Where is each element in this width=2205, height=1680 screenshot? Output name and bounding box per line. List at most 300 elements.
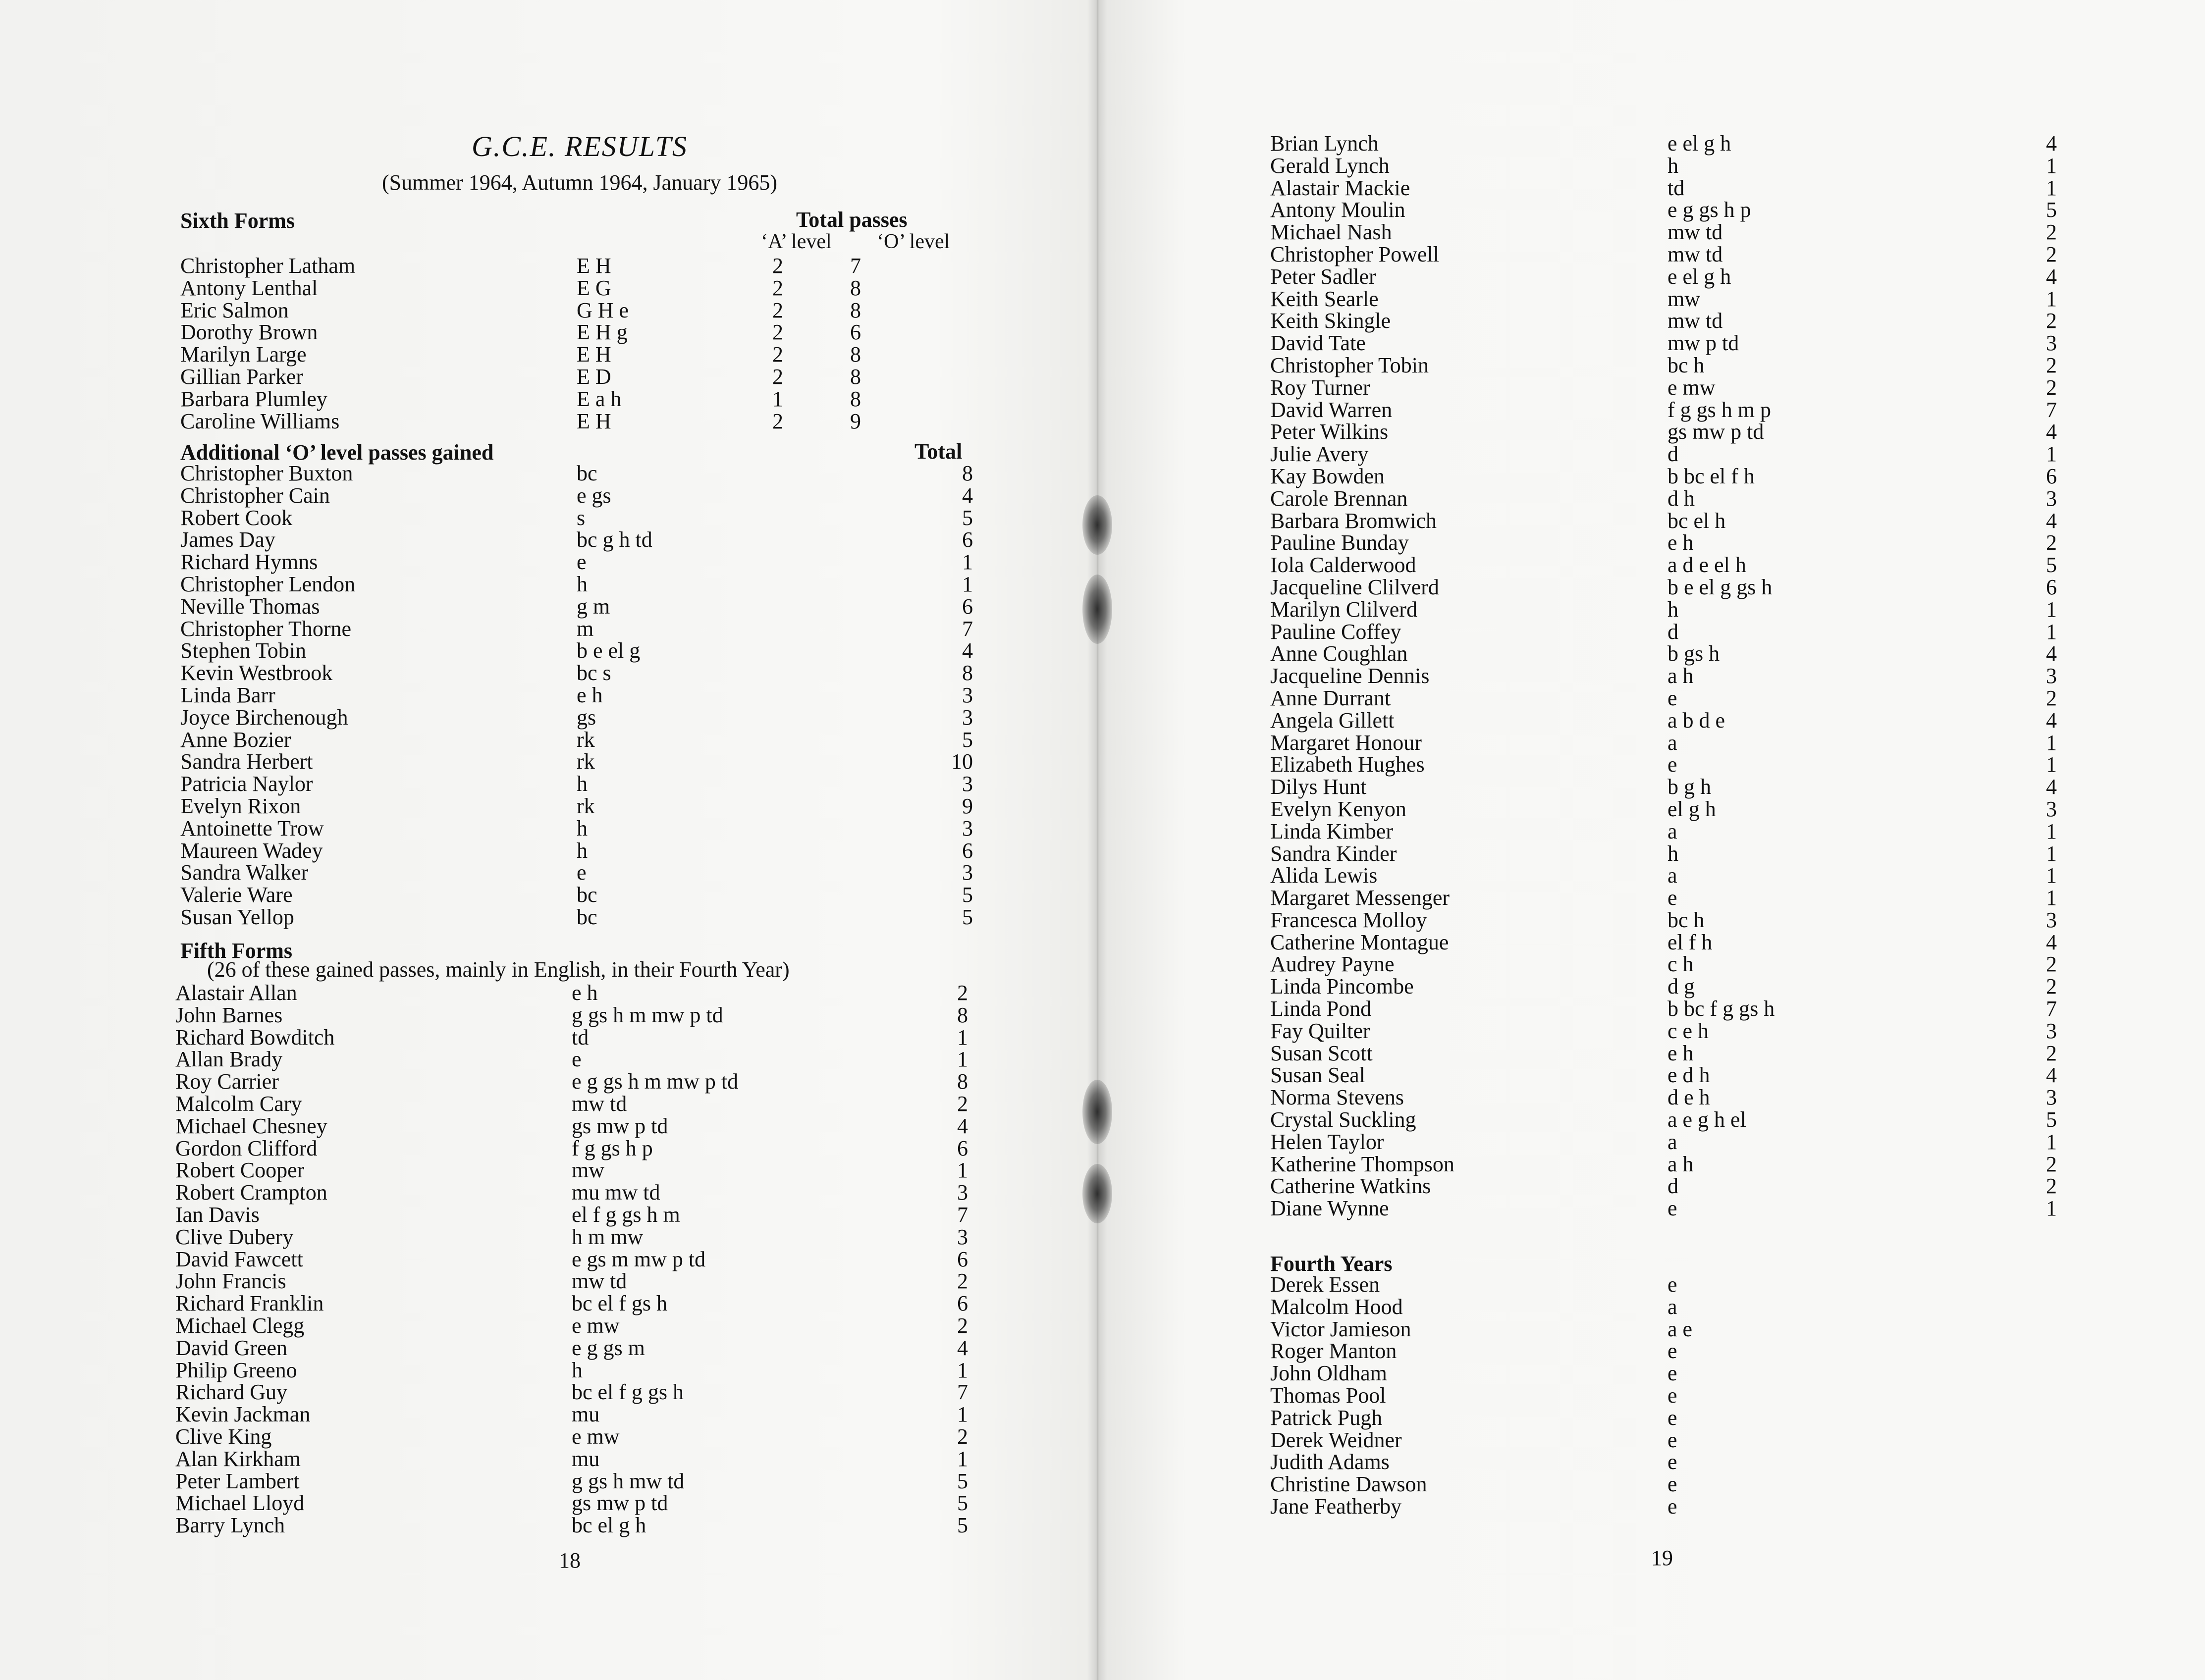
subjects: mw td	[1667, 242, 1723, 266]
total-count: 2	[2046, 220, 2057, 245]
total-count: 6	[962, 527, 973, 552]
student-name: Margaret Messenger	[1270, 886, 1450, 910]
total-count: 10	[951, 749, 973, 774]
total-count: 8	[962, 461, 973, 485]
a-level-count: 2	[772, 364, 783, 389]
o-level-count: 7	[850, 254, 861, 278]
total-count: 3	[2046, 486, 2057, 511]
total-count: 2	[957, 1313, 968, 1338]
subjects: e	[572, 1047, 582, 1072]
student-name: Jacqueline Dennis	[1270, 664, 1430, 688]
student-name: Gillian Parker	[180, 364, 304, 389]
subjects: b g h	[1667, 775, 1711, 799]
subjects: b bc f g gs h	[1667, 997, 1775, 1021]
total-count: 7	[957, 1202, 968, 1227]
total-count: 8	[957, 1002, 968, 1027]
subjects: e h	[1667, 530, 1694, 555]
student-name: Richard Hymns	[180, 550, 318, 575]
total-count: 6	[962, 594, 973, 619]
total-count: 2	[957, 981, 968, 1005]
subjects: m	[577, 616, 594, 641]
student-name: Ian Davis	[175, 1202, 260, 1227]
a-level-count: 2	[772, 409, 783, 433]
subjects: rk	[577, 727, 595, 752]
subjects: bc	[577, 883, 597, 907]
subjects: e d h	[1667, 1063, 1710, 1088]
subjects: e	[1667, 1494, 1677, 1519]
subjects: mu	[572, 1402, 600, 1427]
subjects: E D	[577, 364, 611, 389]
total-count: 1	[2046, 619, 2057, 644]
total-count: 2	[957, 1091, 968, 1116]
subjects: e g gs m	[572, 1335, 645, 1360]
total-count: 4	[2046, 930, 2057, 954]
total-count: 2	[2046, 242, 2057, 266]
subjects: e	[1667, 1427, 1677, 1452]
subjects: G H e	[577, 298, 629, 322]
subjects: bc s	[577, 661, 611, 685]
subjects: a	[1667, 863, 1677, 888]
total-count: 3	[2046, 664, 2057, 688]
subjects: rk	[577, 749, 595, 774]
total-count: 8	[957, 1069, 968, 1094]
total-count: 1	[2046, 752, 2057, 777]
subjects: e	[1667, 752, 1677, 777]
subjects: e	[577, 860, 587, 885]
student-name: Alastair Allan	[175, 981, 297, 1005]
o-level-count: 8	[850, 386, 861, 411]
total-count: 7	[957, 1380, 968, 1405]
student-name: Valerie Ware	[180, 883, 293, 907]
student-name: Linda Pincombe	[1270, 974, 1414, 999]
total-count: 4	[2046, 264, 2057, 289]
subjects: d	[1667, 619, 1678, 644]
subjects: mw	[572, 1158, 604, 1183]
subjects: a b d e	[1667, 708, 1725, 733]
student-name: Susan Seal	[1270, 1063, 1365, 1088]
total-count: 2	[957, 1424, 968, 1449]
total-count: 2	[2046, 1152, 2057, 1176]
student-name: Judith Adams	[1270, 1450, 1390, 1474]
subjects: bc el h	[1667, 508, 1726, 533]
subjects: b bc el f h	[1667, 464, 1755, 488]
subjects: e mw	[572, 1424, 620, 1449]
total-count: 4	[2046, 508, 2057, 533]
subjects: a d e el h	[1667, 553, 1746, 578]
student-name: Linda Barr	[180, 682, 275, 707]
subjects: e	[1667, 886, 1677, 910]
total-count: 4	[2046, 420, 2057, 444]
student-name: Christopher Tobin	[1270, 353, 1429, 377]
student-name: Caroline Williams	[180, 409, 340, 433]
student-name: Antoinette Trow	[180, 816, 324, 840]
student-name: Michael Chesney	[175, 1113, 327, 1138]
student-name: Christopher Buxton	[180, 461, 353, 485]
student-name: Malcolm Cary	[175, 1091, 302, 1116]
student-name: Christopher Thorne	[180, 616, 352, 641]
student-name: Christine Dawson	[1270, 1472, 1427, 1497]
subjects: f g gs h m p	[1667, 397, 1771, 422]
subjects: bc el f gs h	[572, 1291, 668, 1316]
subjects: bc h	[1667, 907, 1705, 932]
student-name: Roger Manton	[1270, 1339, 1397, 1364]
total-count: 3	[957, 1180, 968, 1205]
a-level-header: ‘A’ level	[761, 230, 832, 253]
subjects: f g gs h p	[572, 1136, 653, 1160]
o-level-count: 8	[850, 275, 861, 300]
subjects: bc el g h	[572, 1513, 646, 1538]
subjects: g gs h m mw p td	[572, 1002, 723, 1027]
student-name: Evelyn Kenyon	[1270, 796, 1406, 821]
subjects: mu mw td	[572, 1180, 660, 1205]
student-name: John Francis	[175, 1269, 286, 1294]
student-name: Derek Weidner	[1270, 1427, 1402, 1452]
subjects: e h	[572, 981, 598, 1005]
student-name: Patricia Naylor	[180, 772, 313, 796]
student-name: Philip Greeno	[175, 1358, 297, 1382]
subjects: gs mw p td	[572, 1113, 668, 1138]
student-name: Clive Dubery	[175, 1224, 294, 1249]
student-name: Anne Durrant	[1270, 685, 1391, 710]
total-count: 1	[957, 1358, 968, 1382]
student-name: Susan Scott	[1270, 1041, 1373, 1065]
student-name: Anne Coughlan	[1270, 641, 1408, 666]
student-name: Kevin Jackman	[175, 1402, 311, 1427]
additional-o-level-heading: Additional ‘O’ level passes gained	[180, 440, 494, 465]
subjects: el g h	[1667, 796, 1716, 821]
student-name: Richard Guy	[175, 1380, 288, 1405]
subjects: gs mw p td	[1667, 420, 1764, 444]
total-count: 3	[2046, 796, 2057, 821]
total-count: 1	[2046, 863, 2057, 888]
total-count: 3	[2046, 1085, 2057, 1110]
subjects: d h	[1667, 486, 1695, 511]
subjects: bc h	[1667, 353, 1705, 377]
student-name: Thomas Pool	[1270, 1383, 1386, 1408]
o-level-count: 8	[850, 298, 861, 322]
student-name: Barry Lynch	[175, 1513, 285, 1538]
student-name: Keith Skingle	[1270, 309, 1391, 333]
student-name: Linda Pond	[1270, 997, 1372, 1021]
total-count: 5	[962, 505, 973, 530]
subjects: e h	[577, 682, 603, 707]
student-name: James Day	[180, 527, 275, 552]
total-header: Total	[914, 439, 963, 464]
subjects: b gs h	[1667, 641, 1720, 666]
subjects: e	[1667, 1405, 1677, 1430]
total-count: 1	[2046, 1196, 2057, 1221]
total-count: 3	[962, 705, 973, 730]
subjects: e h	[1667, 1041, 1694, 1065]
total-count: 5	[962, 727, 973, 752]
student-name: Diane Wynne	[1270, 1196, 1389, 1221]
student-name: Marilyn Clilverd	[1270, 597, 1417, 622]
student-name: Sandra Walker	[180, 860, 309, 885]
total-count: 1	[2046, 886, 2057, 910]
total-count: 6	[2046, 575, 2057, 599]
total-count: 3	[962, 860, 973, 885]
subjects: e el g h	[1667, 264, 1731, 289]
student-name: Neville Thomas	[180, 594, 320, 619]
total-count: 5	[2046, 553, 2057, 578]
subjects: a e g h el	[1667, 1107, 1746, 1132]
total-count: 1	[2046, 286, 2057, 311]
subjects: d g	[1667, 974, 1695, 999]
total-count: 5	[2046, 1107, 2057, 1132]
subjects: mw td	[572, 1269, 627, 1294]
total-count: 2	[2046, 974, 2057, 999]
student-name: Anne Bozier	[180, 727, 291, 752]
subjects: mu	[572, 1446, 600, 1471]
o-level-count: 9	[850, 409, 861, 433]
total-count: 7	[2046, 397, 2057, 422]
subjects: mw td	[572, 1091, 627, 1116]
subjects: d	[1667, 1174, 1678, 1199]
total-count: 4	[962, 638, 973, 663]
total-count: 5	[957, 1469, 968, 1493]
total-count: 1	[2046, 1129, 2057, 1154]
total-count: 9	[962, 793, 973, 818]
o-level-count: 6	[850, 320, 861, 345]
student-name: Linda Kimber	[1270, 819, 1394, 843]
a-level-count: 2	[772, 254, 783, 278]
subjects: E H	[577, 254, 611, 278]
total-count: 4	[2046, 1063, 2057, 1088]
subjects: h	[577, 772, 588, 796]
student-name: Marilyn Large	[180, 342, 307, 367]
staple-mark-top	[1082, 495, 1112, 555]
student-name: Norma Stevens	[1270, 1085, 1404, 1110]
student-name: Fay Quilter	[1270, 1018, 1370, 1043]
student-name: David Green	[175, 1335, 288, 1360]
total-count: 5	[2046, 198, 2057, 222]
a-level-count: 2	[772, 342, 783, 367]
total-count: 2	[2046, 375, 2057, 400]
fourth-years-heading: Fourth Years	[1270, 1252, 1393, 1276]
subjects: E a h	[577, 386, 622, 411]
student-name: Christopher Lendon	[180, 572, 356, 596]
total-count: 4	[2046, 775, 2057, 799]
total-count: 1	[2046, 597, 2057, 622]
total-count: 1	[957, 1158, 968, 1183]
subjects: E H	[577, 342, 611, 367]
page-number: 19	[1651, 1546, 1673, 1570]
student-name: David Warren	[1270, 397, 1393, 422]
student-name: Robert Cooper	[175, 1158, 305, 1183]
student-name: Francesca Molloy	[1270, 907, 1427, 932]
subjects: h	[1667, 153, 1678, 178]
total-count: 3	[2046, 907, 2057, 932]
total-count: 2	[2046, 309, 2057, 333]
subjects: e	[1667, 1472, 1677, 1497]
subjects: bc g h td	[577, 527, 652, 552]
subjects: g m	[577, 594, 610, 619]
staple-mark-upper	[1082, 575, 1112, 644]
total-count: 5	[962, 904, 973, 929]
page-title: G.C.E. RESULTS	[471, 130, 688, 162]
total-count: 2	[2046, 530, 2057, 555]
subjects: E G	[577, 275, 611, 300]
student-name: Christopher Cain	[180, 483, 330, 508]
student-name: Keith Searle	[1270, 286, 1379, 311]
total-count: 1	[962, 550, 973, 575]
student-name: Richard Bowditch	[175, 1025, 335, 1050]
student-name: Barbara Bromwich	[1270, 508, 1437, 533]
subjects: e	[1667, 1361, 1677, 1386]
total-count: 1	[2046, 442, 2057, 467]
total-count: 4	[957, 1113, 968, 1138]
total-count: 3	[2046, 1018, 2057, 1043]
total-count: 4	[962, 483, 973, 508]
student-name: Barbara Plumley	[180, 386, 327, 411]
subjects: e g gs h m mw p td	[572, 1069, 739, 1094]
total-count: 4	[2046, 641, 2057, 666]
student-name: David Tate	[1270, 331, 1366, 356]
subjects: e	[1667, 1450, 1677, 1474]
student-name: Julie Avery	[1270, 442, 1369, 467]
total-count: 5	[957, 1513, 968, 1538]
subjects: e g gs h p	[1667, 198, 1751, 222]
total-count: 7	[2046, 997, 2057, 1021]
subjects: mw p td	[1667, 331, 1739, 356]
subjects: a h	[1667, 1152, 1694, 1176]
subjects: gs mw p td	[572, 1491, 668, 1516]
o-level-count: 8	[850, 342, 861, 367]
total-count: 3	[957, 1224, 968, 1249]
subjects: c h	[1667, 952, 1694, 977]
student-name: Victor Jamieson	[1270, 1316, 1411, 1341]
total-count: 3	[962, 772, 973, 796]
student-name: Patrick Pugh	[1270, 1405, 1383, 1430]
subjects: bc el f g gs h	[572, 1380, 684, 1405]
total-count: 6	[962, 838, 973, 863]
student-name: Michael Clegg	[175, 1313, 305, 1338]
subjects: s	[577, 505, 586, 530]
student-name: Antony Moulin	[1270, 198, 1405, 222]
a-level-count: 2	[772, 275, 783, 300]
student-name: Iola Calderwood	[1270, 553, 1416, 578]
total-count: 7	[962, 616, 973, 641]
student-name: Christopher Latham	[180, 254, 356, 278]
student-name: Antony Lenthal	[180, 275, 318, 300]
student-name: David Fawcett	[175, 1247, 303, 1271]
subjects: a	[1667, 1294, 1677, 1319]
book-gutter	[1087, 0, 1107, 1680]
subjects: el f g gs h m	[572, 1202, 680, 1227]
total-count: 1	[957, 1047, 968, 1072]
student-name: Roy Turner	[1270, 375, 1370, 400]
subjects: a h	[1667, 664, 1694, 688]
student-name: John Oldham	[1270, 1361, 1387, 1386]
student-name: Pauline Coffey	[1270, 619, 1401, 644]
student-name: Michael Lloyd	[175, 1491, 305, 1516]
total-count: 4	[957, 1335, 968, 1360]
student-name: Crystal Suckling	[1270, 1107, 1416, 1132]
student-name: Evelyn Rixon	[180, 793, 301, 818]
subjects: e el g h	[1667, 131, 1731, 156]
total-count: 1	[962, 572, 973, 596]
total-count: 6	[2046, 464, 2057, 488]
student-name: Robert Crampton	[175, 1180, 327, 1205]
subjects: el f h	[1667, 930, 1713, 954]
total-count: 2	[2046, 1174, 2057, 1199]
fifth-forms-note: (26 of these gained passes, mainly in English, in their Fourth Year)	[207, 957, 790, 982]
o-level-count: 8	[850, 364, 861, 389]
total-count: 8	[962, 661, 973, 685]
student-name: Peter Lambert	[175, 1469, 300, 1493]
subjects: mw td	[1667, 309, 1723, 333]
total-count: 1	[957, 1402, 968, 1427]
fifth-forms-heading: Fifth Forms	[180, 939, 293, 963]
total-count: 1	[2046, 730, 2057, 755]
student-name: Michael Nash	[1270, 220, 1392, 245]
student-name: Jane Featherby	[1270, 1494, 1402, 1519]
student-name: Stephen Tobin	[180, 638, 306, 663]
student-name: Alida Lewis	[1270, 863, 1378, 888]
subjects: e	[1667, 1196, 1677, 1221]
total-count: 2	[2046, 685, 2057, 710]
subjects: h	[1667, 841, 1678, 866]
subjects: e	[1667, 1383, 1677, 1408]
total-count: 1	[2046, 841, 2057, 866]
subjects: td	[572, 1025, 589, 1050]
student-name: John Barnes	[175, 1002, 283, 1027]
sixth-forms-heading: Sixth Forms	[180, 209, 295, 233]
total-count: 1	[2046, 153, 2057, 178]
total-count: 6	[957, 1136, 968, 1160]
subjects: mw td	[1667, 220, 1723, 245]
student-name: Maureen Wadey	[180, 838, 323, 863]
total-count: 4	[2046, 708, 2057, 733]
student-name: Angela Gillett	[1270, 708, 1395, 733]
student-name: Sandra Herbert	[180, 749, 313, 774]
subjects: e	[1667, 685, 1677, 710]
student-name: Sandra Kinder	[1270, 841, 1397, 866]
subjects: gs	[577, 705, 596, 730]
student-name: Robert Cook	[180, 505, 293, 530]
a-level-count: 2	[772, 298, 783, 322]
staple-mark-lower	[1082, 1080, 1112, 1144]
subjects: E H	[577, 409, 611, 433]
total-count: 6	[957, 1291, 968, 1316]
student-name: Pauline Bunday	[1270, 530, 1409, 555]
student-name: Alastair Mackie	[1270, 175, 1410, 200]
student-name: Brian Lynch	[1270, 131, 1379, 156]
subjects: a	[1667, 819, 1677, 843]
total-count: 5	[962, 883, 973, 907]
student-name: Peter Wilkins	[1270, 420, 1389, 444]
o-level-header: ‘O’ level	[877, 230, 950, 253]
subjects: e	[577, 550, 587, 575]
total-count: 2	[2046, 353, 2057, 377]
student-name: Helen Taylor	[1270, 1129, 1384, 1154]
student-name: Kay Bowden	[1270, 464, 1385, 488]
total-count: 2	[957, 1269, 968, 1294]
student-name: Derek Essen	[1270, 1272, 1380, 1297]
student-name: Joyce Birchenough	[180, 705, 348, 730]
total-count: 1	[2046, 819, 2057, 843]
subjects: a	[1667, 730, 1677, 755]
student-name: Margaret Honour	[1270, 730, 1422, 755]
subjects: a	[1667, 1129, 1677, 1154]
subjects: a e	[1667, 1316, 1693, 1341]
student-name: Carole Brennan	[1270, 486, 1408, 511]
subjects: d e h	[1667, 1085, 1710, 1110]
student-name: Malcolm Hood	[1270, 1294, 1403, 1319]
subjects: b e el g	[577, 638, 641, 663]
a-level-count: 2	[772, 320, 783, 345]
student-name: Roy Carrier	[175, 1069, 279, 1094]
